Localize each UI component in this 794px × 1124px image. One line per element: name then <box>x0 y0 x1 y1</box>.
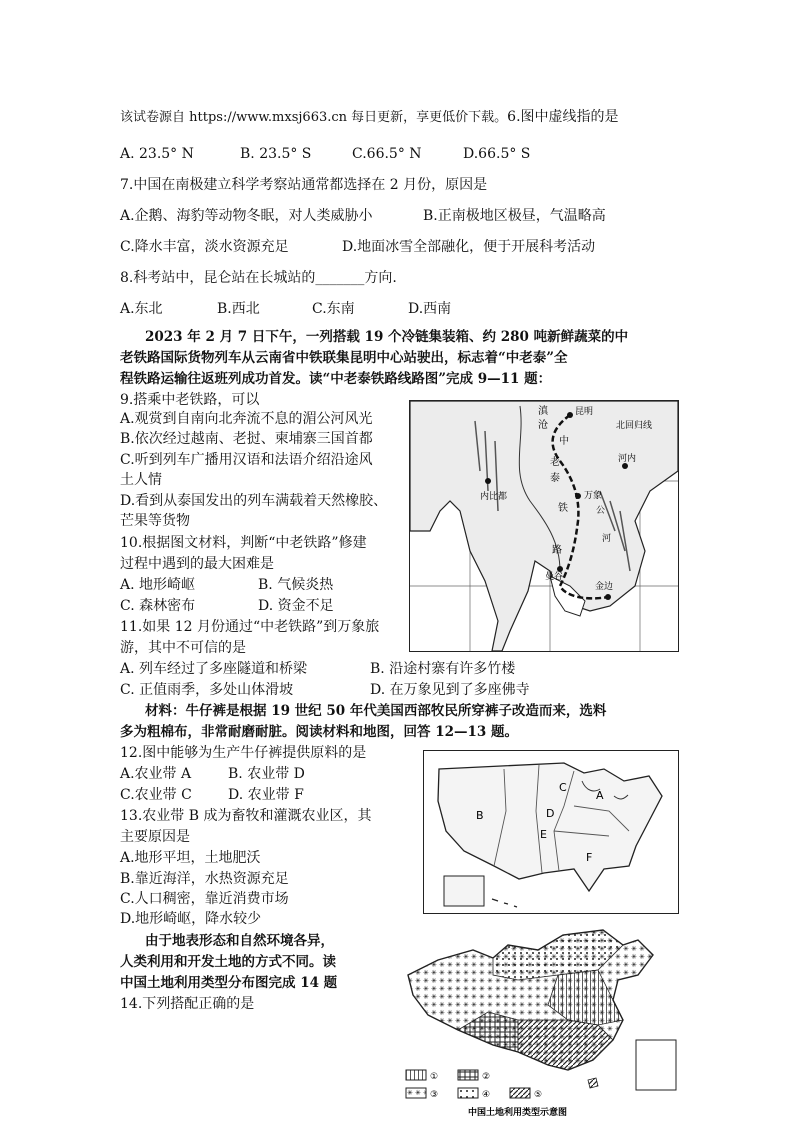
q11-option-d: D. 在万象见到了多座佛寺 <box>370 682 530 698</box>
passage1-line1: 2023 年 2 月 7 日下午，一列搭载 19 个冷链集装箱、约 280 吨新鲜蔬菜的中 <box>145 329 629 345</box>
q7-option-a: A.企鹅、海豹等动物冬眠，对人类威胁小 <box>120 208 373 224</box>
legend-swatch-2 <box>458 1070 478 1080</box>
q9-option-c-cont: 土人情 <box>120 472 162 488</box>
q6-option-d: D.66.5° S <box>463 146 531 162</box>
land-mass <box>410 401 678 651</box>
q10-stem-cont: 过程中遇到的最大困难是 <box>120 556 274 572</box>
q8-option-d: D.西南 <box>408 301 452 317</box>
label-tie: 铁 <box>558 503 568 514</box>
q13-option-a: A.地形平坦，土地肥沃 <box>120 850 261 866</box>
label-lu: 路 <box>552 545 562 556</box>
q8-option-c: C.东南 <box>312 301 355 317</box>
q13-stem: 13.农业带 B 成为畜牧和灌溉农业区，其 <box>120 808 372 824</box>
q9-option-a: A.观赏到自南向北奔流不息的湄公河风光 <box>120 411 373 427</box>
label-hanoi: 河内 <box>618 454 637 464</box>
legend-swatch-1 <box>406 1070 426 1080</box>
legend-swatch-4 <box>458 1088 478 1098</box>
q9-stem: 9.搭乘中老铁路，可以 <box>120 392 260 408</box>
rail-route-map-svg <box>410 401 678 651</box>
q14-stem: 14.下列搭配正确的是 <box>120 996 255 1012</box>
q11-stem-cont: 游，其中不可信的是 <box>120 640 246 656</box>
label-cang: 沧 <box>538 420 548 431</box>
q9-option-b: B.依次经过越南、老挝、柬埔寨三国首都 <box>120 431 373 447</box>
label-tai: 泰 <box>550 473 560 484</box>
q10-option-d: D. 资金不足 <box>258 598 334 614</box>
legend <box>406 1070 542 1100</box>
china-landuse-map-svg <box>398 920 688 1120</box>
q12-option-b: B. 农业带 D <box>228 766 305 782</box>
label-belt-e: E <box>540 828 547 841</box>
label-zhong: 中 <box>559 436 569 447</box>
q10-stem: 10.根据图文材料，判断“中老铁路”修建 <box>120 535 367 551</box>
label-gong: 公 <box>596 506 606 516</box>
legend-label-1: ① <box>430 1072 439 1082</box>
q12-stem: 12.图中能够为生产牛仔裤提供原料的是 <box>120 745 367 761</box>
city-vientiane-marker <box>575 493 581 499</box>
label-dian: 滇 <box>538 406 548 417</box>
q10-option-a: A. 地形崎岖 <box>120 577 196 593</box>
zone-south <box>518 1020 613 1070</box>
label-tropic: 北回归线 <box>616 421 653 431</box>
q7-option-b: B.正南极地区极昼，气温略高 <box>423 208 606 224</box>
label-he: 河 <box>602 534 612 544</box>
q13-option-b: B.靠近海洋，水热资源充足 <box>120 871 289 887</box>
q6-option-b: B. 23.5° S <box>240 146 312 162</box>
passage2-line2: 多为粗棉布，非常耐磨耐脏。阅读材料和地图，回答 12—13 题。 <box>120 724 518 740</box>
q13-option-c: C.人口稠密，靠近消费市场 <box>120 891 289 907</box>
city-naypyidaw-marker <box>485 478 491 484</box>
passage3-line3: 中国土地利用类型分布图完成 14 题 <box>120 975 338 991</box>
hawaii-inset <box>492 899 517 907</box>
q6-option-a: A. 23.5° N <box>120 146 194 162</box>
q13-stem-cont: 主要原因是 <box>120 829 190 845</box>
usa-agriculture-map <box>423 750 679 914</box>
usa-outline <box>438 763 662 891</box>
legend-label-2: ② <box>482 1072 491 1082</box>
label-belt-b: B <box>476 809 484 822</box>
source-note-text: 该试卷源自 https://www.mxsj663.cn 每日更新，享更低价下载。 <box>120 110 508 125</box>
usa-agriculture-map-svg <box>424 751 678 913</box>
q11-option-a: A. 列车经过了多座隧道和桥梁 <box>120 661 308 677</box>
q9-option-d: D.看到从泰国发出的列车满载着天然橡胶、 <box>120 493 388 509</box>
label-kunming: 昆明 <box>575 407 594 417</box>
passage1-line2: 老铁路国际货物列车从云南省中铁联集昆明中心站驶出，标志着“中老泰”全 <box>120 350 568 366</box>
q12-option-a: A.农业带 A <box>120 766 192 782</box>
alaska-inset <box>444 876 484 906</box>
label-belt-d: D <box>546 807 555 820</box>
passage1-line3: 程铁路运输往返班列成功首发。读“中老泰铁路线路图”完成 9—11 题： <box>120 371 552 387</box>
label-belt-c: C <box>559 781 567 794</box>
legend-label-4: ④ <box>482 1090 491 1100</box>
china-landuse-map <box>398 920 688 1120</box>
q10-option-c: C. 森林密布 <box>120 598 196 614</box>
passage3-line2: 人类利用和开发土地的方式不同。读 <box>120 954 336 970</box>
label-lao: 老 <box>550 457 560 468</box>
q6-option-c: C.66.5° N <box>352 146 422 162</box>
q8-option-b: B.西北 <box>217 301 260 317</box>
label-vientiane: 万象 <box>584 491 603 501</box>
legend-swatch-3 <box>406 1088 426 1098</box>
passage3-line1: 由于地表形态和自然环境各异， <box>145 933 334 949</box>
label-belt-f: F <box>586 851 593 864</box>
q7-stem: 7.中国在南极建立科学考察站通常都选择在 2 月份，原因是 <box>120 177 488 193</box>
q12-option-c: C.农业带 C <box>120 787 192 803</box>
rail-route-map <box>409 400 679 652</box>
q7-option-d: D.地面冰雪全部融化，便于开展科考活动 <box>342 239 596 255</box>
hainan-island <box>588 1078 598 1088</box>
city-kunming-marker <box>567 412 573 418</box>
city-phnompenh-marker <box>605 594 611 600</box>
legend-label-5: ⑤ <box>534 1090 543 1100</box>
map-caption: 中国土地利用类型示意图 <box>468 1108 568 1118</box>
passage2-line1: 材料：牛仔裤是根据 19 世纪 50 年代美国西部牧民所穿裤子改造而来，选料 <box>145 703 607 719</box>
q11-stem: 11.如果 12 月份通过“中老铁路”到万象旅 <box>120 619 380 635</box>
q9-option-d-cont: 芒果等货物 <box>120 513 190 529</box>
q11-option-c: C. 正值雨季，多处山体滑坡 <box>120 682 294 698</box>
label-belt-a: A <box>596 789 604 802</box>
q10-option-b: B. 气候炎热 <box>258 577 334 593</box>
label-naypyidaw: 内比都 <box>480 492 508 502</box>
legend-label-3: ③ <box>430 1090 439 1100</box>
source-note <box>120 108 619 127</box>
q12-option-d: D. 农业带 F <box>228 787 304 803</box>
q9-option-c: C.听到列车广播用汉语和法语介绍沿途风 <box>120 452 373 468</box>
q11-option-b: B. 沿途村寨有许多竹楼 <box>370 661 516 677</box>
q6-stem: 6.图中虚线指的是 <box>507 109 619 125</box>
q8-stem: 8.科考站中，昆仑站在长城站的_______方向. <box>120 270 397 286</box>
label-bangkok: 曼谷 <box>545 572 564 582</box>
q13-option-d: D.地形崎岖，降水较少 <box>120 911 262 927</box>
legend-swatch-5 <box>510 1088 530 1098</box>
q7-option-c: C.降水丰富，淡水资源充足 <box>120 239 289 255</box>
q8-option-a: A.东北 <box>120 301 163 317</box>
south-sea-inset <box>636 1040 676 1090</box>
label-phnompenh: 金边 <box>595 582 614 592</box>
